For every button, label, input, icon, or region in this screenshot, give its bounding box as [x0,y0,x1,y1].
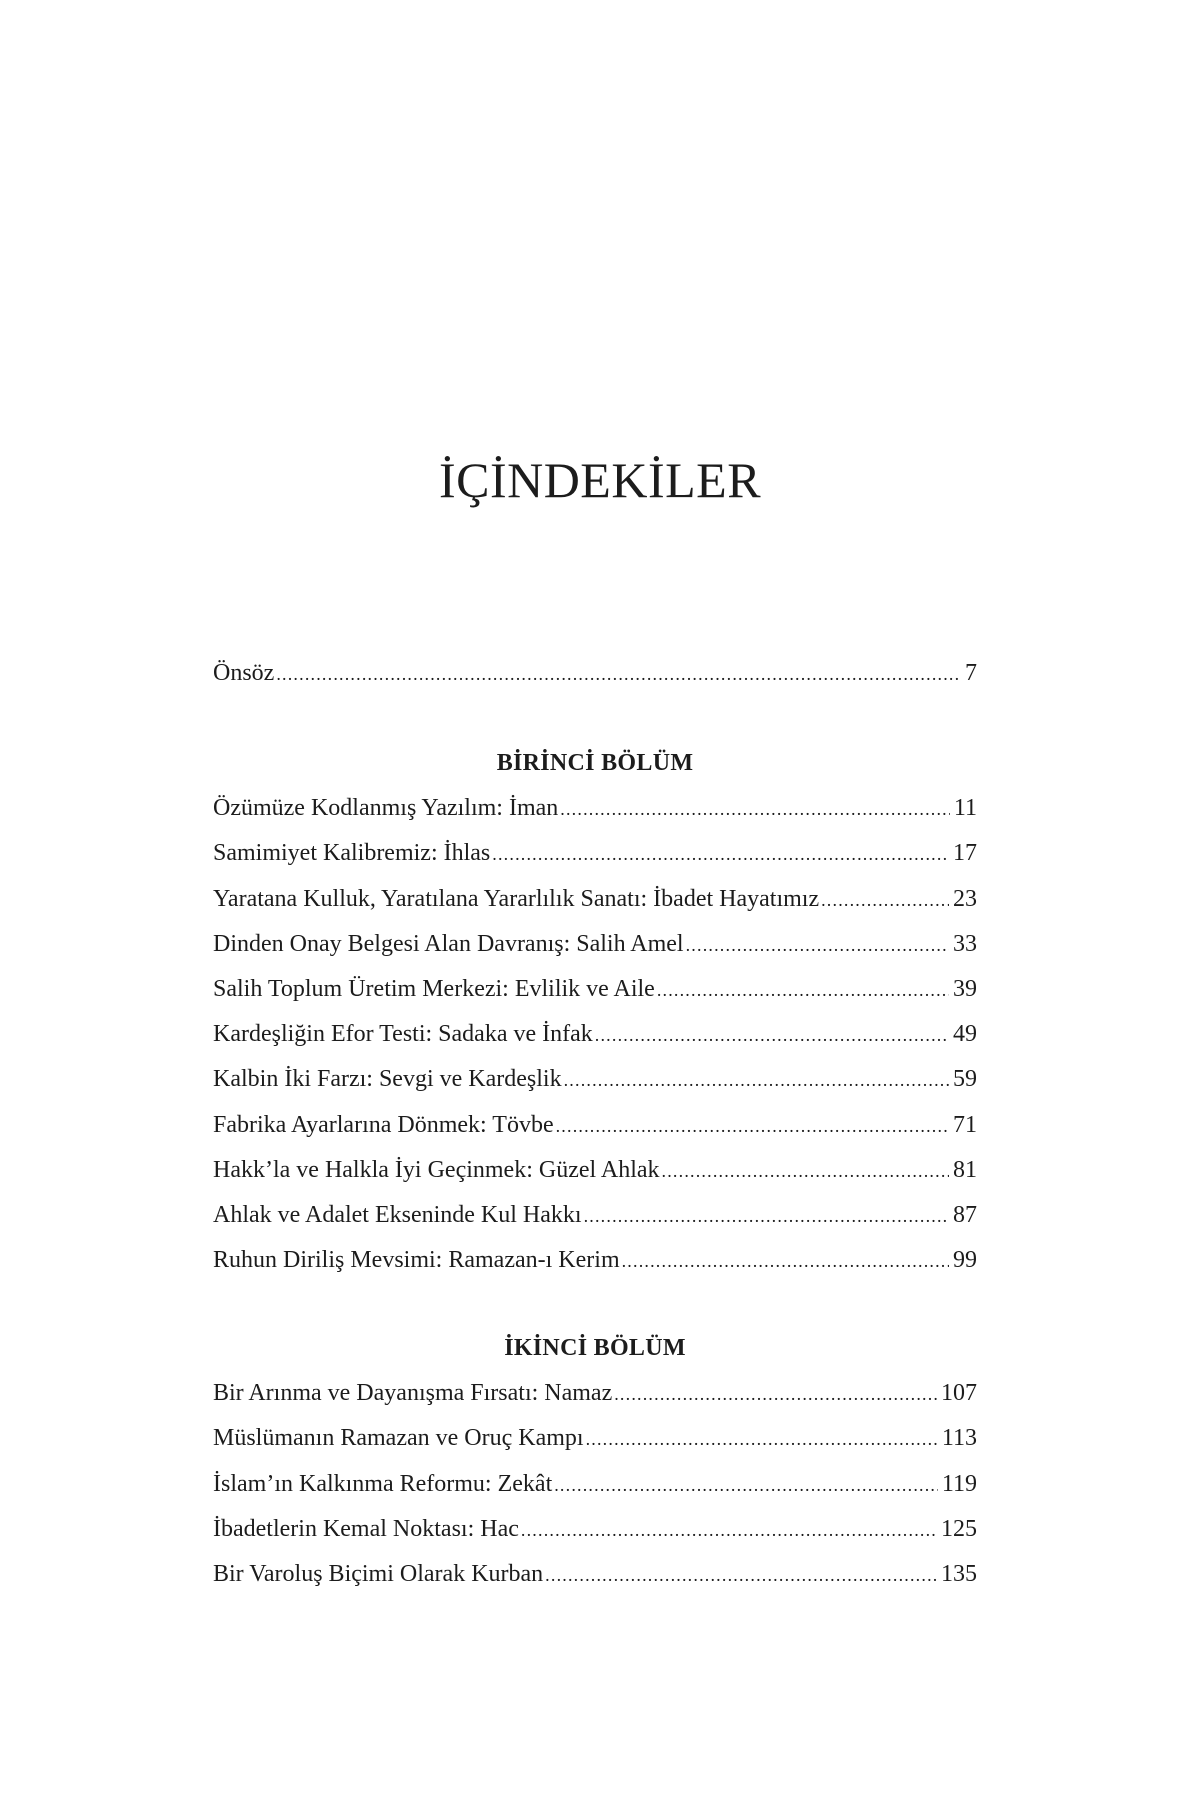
toc-section-2 [213,1326,977,1597]
toc-entry-label: Salih Toplum Üretim Merkezi: Evlilik ve Aile [213,975,655,1002]
toc-entry-page: 87 [953,1201,977,1228]
toc-entry-label: Bir Arınma ve Dayanışma Fırsatı: Namaz [213,1380,613,1407]
leader-dots [595,1012,949,1058]
toc-entry-label: Ahlak ve Adalet Ekseninde Kul Hakkı [213,1201,582,1228]
toc-entry-page: 119 [941,1470,977,1497]
leader-dots [554,1462,938,1508]
toc-entry-page: 33 [953,930,977,957]
toc-entry-label: Müslümanın Ramazan ve Oruç Kampı [213,1425,584,1452]
toc-entry-page: 99 [953,1247,977,1274]
section-heading: BİRİNCİ BÖLÜM [496,750,694,776]
toc-entry-label: Dinden Onay Belgesi Alan Davranış: Salih Amel [213,930,684,957]
leader-dots [657,967,949,1013]
toc-entry-page: 49 [953,1021,977,1048]
toc-entry-page: 135 [941,1560,977,1587]
toc-entry-label: Kalbin İki Farzı: Sevgi ve Kardeşlik [213,1066,562,1093]
leader-dots [586,1416,938,1462]
toc-entry-page: 23 [953,885,977,912]
toc-entry-page: 59 [953,1066,977,1093]
toc-entry-label: Ruhun Diriliş Mevsimi: Ramazan-ı Kerim [213,1247,620,1274]
toc-entry [213,1371,977,1416]
toc-entry-page: 11 [953,795,977,822]
toc-entry-label: Özümüze Kodlanmış Yazılım: İman [213,795,559,822]
toc-entry [213,1238,977,1283]
toc-entry-page: 7 [965,660,977,686]
toc-entry-page: 17 [953,840,977,867]
leader-dots [584,1193,949,1239]
toc-entry [213,1507,977,1552]
toc-entry-label: Hakk’la ve Halkla İyi Geçinmek: Güzel Ahlak [213,1156,660,1183]
toc-entry [213,1057,977,1102]
leader-dots [686,922,949,968]
toc-entry [213,1148,977,1193]
section-heading: İKİNCİ BÖLÜM [504,1335,686,1361]
toc-entry-label: Samimiyet Kalibremiz: İhlas [213,840,491,867]
toc-entry-label: Bir Varoluş Biçimi Olarak Kurban [213,1560,544,1587]
toc-entry [213,877,977,922]
toc-entry [213,1103,977,1148]
toc-entry-label: İslam’ın Kalkınma Reformu: Zekât [213,1470,553,1497]
toc-entry [213,1552,977,1597]
toc-entry-page: 39 [953,975,977,1002]
leader-dots [521,1507,937,1553]
leader-dots [614,1371,937,1417]
leader-dots [622,1238,949,1284]
toc-entry-label: Fabrika Ayarlarına Dönmek: Tövbe [213,1111,554,1138]
toc-entry [213,651,977,696]
toc-entry [213,831,977,876]
page-title: İÇİNDEKİLER [438,452,762,508]
leader-dots [564,1057,949,1103]
toc-entry [213,1193,977,1238]
toc-entry [213,967,977,1012]
toc-entry [213,1416,977,1461]
toc-entry-page: 113 [941,1425,977,1452]
toc-entry [213,1012,977,1057]
toc-entry-label: Yaratana Kulluk, Yaratılana Yararlılık Sanatı: İbadet Hayatımız [213,885,820,912]
toc-entry-label: İbadetlerin Kemal Noktası: Hac [213,1515,519,1542]
leader-dots [560,786,950,832]
toc-section-1 [213,741,977,1283]
toc-entry-label: Kardeşliğin Efor Testi: Sadaka ve İnfak [213,1021,593,1048]
toc-entry-page: 107 [941,1380,977,1407]
toc-entry [213,786,977,831]
leader-dots [492,831,949,877]
toc-entry-label: Önsöz [213,660,275,686]
leader-dots [545,1552,937,1598]
toc-entry-page: 71 [953,1111,977,1138]
leader-dots [276,651,961,697]
toc-entry [213,1462,977,1507]
toc-entry-page: 81 [953,1156,977,1183]
leader-dots [821,877,949,923]
toc-entry [213,922,977,967]
leader-dots [556,1103,949,1149]
toc-intro [213,651,977,696]
leader-dots [662,1148,949,1194]
toc-entry-page: 125 [941,1515,977,1542]
